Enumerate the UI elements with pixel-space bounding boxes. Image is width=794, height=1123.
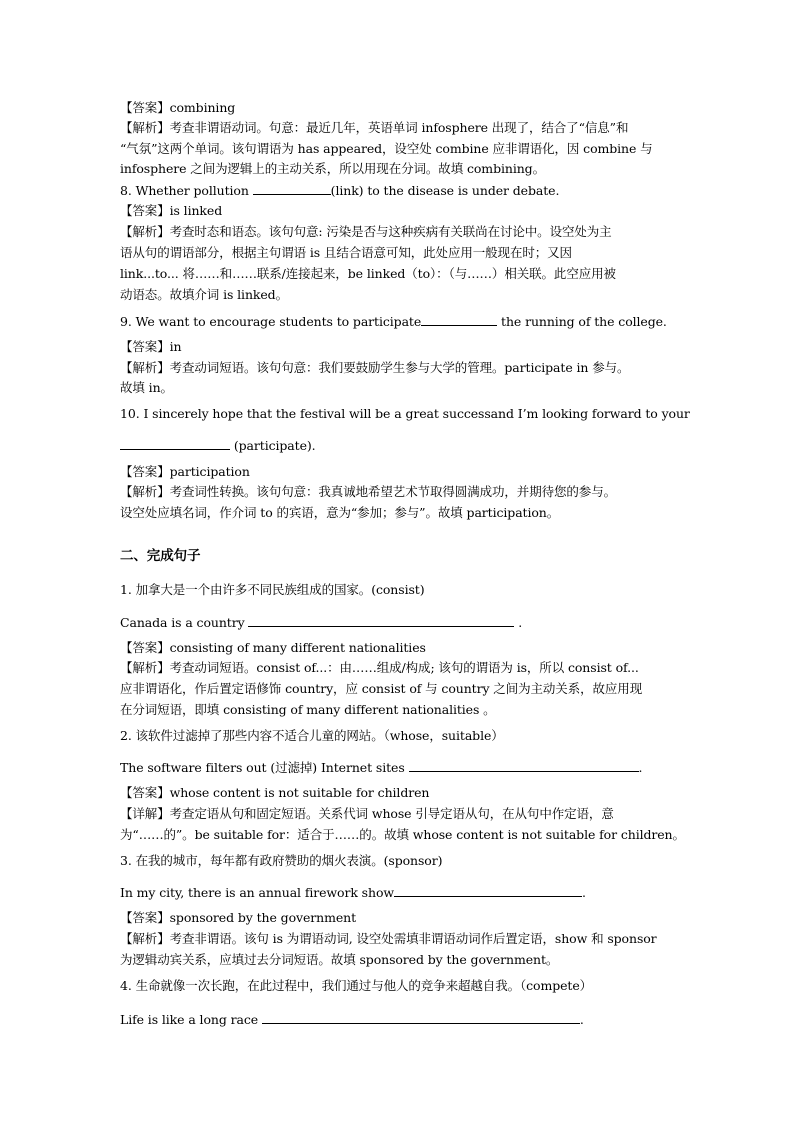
s4-sentence-end: . bbox=[579, 1012, 584, 1027]
q8-analysis-line: link...to... 将……和……联系/连接起来，be linked（to）：（与……）相关联。此空应用被 bbox=[120, 266, 616, 281]
q9-question bbox=[120, 313, 680, 330]
s2-analysis-line: 为“……的”。be suitable for：适合于……的。故填 whose content is not suitable for children。 bbox=[120, 827, 685, 842]
q10-analysis-line: 设空处应填名词，作介词 to 的宾语，意为“参加；参与”。故填 participation。 bbox=[120, 505, 560, 520]
q8-answer: 【答案】is linked bbox=[120, 203, 223, 218]
s2-prompt: 2. 该软件过滤掉了那些内容不适合儿童的网站。（whose，suitable） bbox=[120, 728, 504, 743]
s4-sentence-text: Life is like a long race bbox=[120, 1012, 262, 1027]
q8-analysis-line: 动语态。故填介词 is linked。 bbox=[120, 287, 288, 302]
q10-analysis-line: 【解析】考查词性转换。该句句意：我真诚地希望艺术节取得圆满成功，并期待您的参与。 bbox=[120, 484, 617, 499]
q9-blank bbox=[421, 313, 497, 326]
q7-analysis-line: infosphere 之间为逻辑上的主动关系，所以用现在分词。故填 combining。 bbox=[120, 161, 545, 176]
s1-answer: 【答案】consisting of many different nationalities bbox=[120, 640, 426, 655]
q8-analysis-line: 语从句的谓语部分，根据主句谓语 is 且结合语意可知，此处应用一般现在时；又因 bbox=[120, 245, 572, 260]
s3-analysis-line: 【解析】考查非谓语。该句 is 为谓语动词, 设空处需填非谓语动词作后置定语，show 和 sponsor bbox=[120, 931, 657, 946]
s2-sentence bbox=[120, 759, 680, 776]
q9-question-text: 9. We want to encourage students to participate bbox=[120, 314, 422, 329]
s2-sentence-text: The software filters out (过滤掉) Internet sites bbox=[120, 760, 409, 775]
s2-sentence-end: . bbox=[638, 760, 643, 775]
s1-analysis-line: 在分词短语，即填 consisting of many different nationalities 。 bbox=[120, 702, 496, 717]
s1-sentence-end: . bbox=[514, 615, 523, 630]
q9-analysis-line: 【解析】考查动词短语。该句句意：我们要鼓励学生参与大学的管理。participate in 参与。 bbox=[120, 360, 630, 375]
q8-question bbox=[120, 182, 680, 199]
q10-question: 10. I sincerely hope that the festival will be a great successand I’m looking forward to your bbox=[120, 406, 690, 421]
section-heading: 二、完成句子 bbox=[120, 548, 201, 564]
s1-analysis-line: 【解析】考查动词短语。consist of...：由……组成/构成; 该句的谓语为 is，所以 consist of... bbox=[120, 660, 639, 675]
s1-sentence bbox=[120, 614, 680, 631]
s1-blank bbox=[248, 614, 514, 627]
q7-answer: 【答案】combining bbox=[120, 100, 236, 115]
s3-sentence bbox=[120, 884, 680, 901]
s3-prompt: 3. 在我的城市，每年都有政府赞助的烟火表演。(sponsor) bbox=[120, 853, 443, 868]
s2-blank bbox=[409, 759, 639, 772]
s3-blank bbox=[394, 884, 582, 897]
q8-question-tail: (link) to the disease is under debate. bbox=[330, 183, 560, 198]
s4-prompt: 4. 生命就像一次长跑，在此过程中，我们通过与他人的竞争来超越自我。（compete） bbox=[120, 978, 593, 993]
q7-analysis-line: “气氛”这两个单词。该句谓语为 has appeared，设空处 combine 应非谓语化，因 combine 与 bbox=[120, 141, 653, 156]
q10-question-tail: (participate). bbox=[230, 438, 316, 453]
q7-analysis-line: 【解析】考查非谓语动词。句意：最近几年，英语单词 infosphere 出现了，结合了“信息”和 bbox=[120, 120, 629, 135]
s1-analysis-line: 应非谓语化，作后置定语修饰 country，应 consist of 与 country 之间为主动关系，故应用现 bbox=[120, 681, 643, 696]
q8-analysis-line: 【解析】考查时态和语态。该句句意: 污染是否与这种疾病有关联尚在讨论中。设空处为主 bbox=[120, 224, 612, 239]
s3-sentence-text: In my city, there is an annual firework show bbox=[120, 885, 394, 900]
s3-answer: 【答案】sponsored by the government bbox=[120, 910, 356, 925]
s1-prompt: 1. 加拿大是一个由许多不同民族组成的国家。(consist) bbox=[120, 582, 425, 597]
q9-answer: 【答案】in bbox=[120, 339, 182, 354]
s3-sentence-end: . bbox=[581, 885, 586, 900]
s4-sentence bbox=[120, 1011, 680, 1028]
q8-blank bbox=[253, 182, 331, 195]
s1-sentence-text: Canada is a country bbox=[120, 615, 249, 630]
q10-answer: 【答案】participation bbox=[120, 464, 250, 479]
q10-blank bbox=[120, 437, 230, 450]
q9-question-tail: the running of the college. bbox=[497, 314, 667, 329]
q10-question-line2 bbox=[120, 437, 680, 454]
s2-answer: 【答案】whose content is not suitable for children bbox=[120, 785, 430, 800]
s4-blank bbox=[262, 1011, 580, 1024]
s3-analysis-line: 为逻辑动宾关系，应填过去分词短语。故填 sponsored by the government。 bbox=[120, 952, 559, 967]
s2-analysis-line: 【详解】考查定语从句和固定短语。关系代词 whose 引导定语从句，在从句中作定语，意 bbox=[120, 806, 614, 821]
q8-question-text: 8. Whether pollution bbox=[120, 183, 253, 198]
q9-analysis-line: 故填 in。 bbox=[120, 380, 173, 395]
